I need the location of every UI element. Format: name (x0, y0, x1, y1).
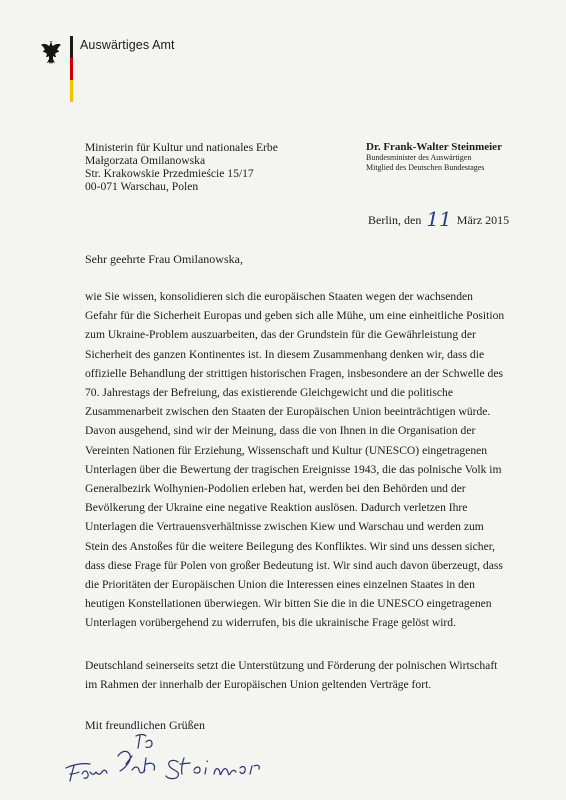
body-line: offizielle Behandlung der strittigen historischen Fragen, insbesondere an der Schwelle des (85, 366, 504, 380)
flag-stripe-gold (70, 80, 73, 102)
sender-name: Dr. Frank-Walter Steinmeier (366, 141, 502, 153)
flag-stripe-black (70, 36, 73, 58)
body-line: Bevölkerung der Ukraine eine negative Reaktion auslösen. Dadurch verletzen Ihre (85, 501, 468, 515)
body-line: Deutschland seinerseits setzt die Unterstützung und Förderung der polnischen Wirtschaft (85, 659, 498, 672)
body-line: zum Ukraine-Problem auszuarbeiten, das der Grundstein für die Gewährleistung der (85, 328, 476, 342)
handwritten-signature (60, 728, 330, 788)
body-line: Vereinten Nationen für Erziehung, Wissenschaft und Kultur (UNESCO) eingetragenen (85, 443, 488, 457)
date-day-handwritten: 11 (426, 207, 452, 231)
body-paragraph-2 (85, 656, 497, 694)
body-line: Zusammenarbeit zwischen den Staaten der Europäischen Union beeinträchtigen würde. (85, 405, 491, 419)
salutation: Sehr geehrte Frau Omilanowska, (85, 252, 243, 266)
body-line: dass diese Frage für Polen von großer Bedeutung ist. Wir sind auch davon überzeugt, dass (85, 558, 503, 572)
body-line: Unterlagen die Vertrauensverhältnisse zwischen Kiew und Warschau und werden zum (85, 520, 484, 534)
body-line: Davon ausgehend, sind wir der Meinung, dass die von Ihnen in die Organisation der (85, 424, 476, 438)
federal-eagle-icon (40, 38, 66, 68)
body-line: Unterlagen über die Bewertung der tragischen Ereignisse 1943, die das polnische Volk im (85, 462, 502, 476)
body-line: Unterlagen vorübergehend zu widerrufen, bis die ukrainische Frage gelöst wird. (85, 616, 456, 630)
recipient-address (85, 141, 278, 193)
recipient-line: Str. Krakowskie Przedmieście 15/17 (85, 167, 254, 180)
organization-name: Auswärtiges Amt (80, 38, 175, 52)
sender-title-line: Bundesminister des Auswärtigen (366, 153, 472, 162)
closing-phrase: Mit freundlichen Grüßen (85, 718, 205, 732)
body-line: Gefahr für die Sicherheit Europas und geben sich alle Mühe, um eine einheitliche Position (85, 309, 505, 323)
recipient-line: Małgorzata Omilanowska (85, 154, 206, 167)
flag-bar (70, 36, 73, 102)
body-line: heutigen Konstellationen überwiegen. Wir bitten Sie die in die UNESCO eingetragenen (85, 597, 492, 611)
date-suffix: März 2015 (456, 213, 510, 227)
sender-block (366, 141, 502, 173)
recipient-line: 00-071 Warschau, Polen (85, 180, 199, 193)
body-line: wie Sie wissen, konsolidieren sich die europäischen Staaten wegen der wachsenden (85, 290, 473, 303)
letter-date (368, 205, 509, 229)
flag-stripe-red (70, 58, 73, 80)
body-line: Sicherheit des ganzen Kontinentes ist. In diesem Zusammenhang denken wir, dass die (85, 347, 485, 361)
body-line: die Prioritäten der Europäischen Union die Interessen eines einzelnen Staates in den (85, 578, 475, 592)
sender-title-line: Mitglied des Deutschen Bundestages (366, 163, 485, 172)
body-line: im Rahmen der innerhalb der Europäischen Union geltenden Verträge fort. (85, 678, 432, 692)
body-line: 70. Jahrestags der Befreiung, das existierende Gleichgewicht und die politische (85, 386, 453, 400)
date-prefix: Berlin, den (368, 213, 422, 227)
body-line: Generalbezirk Wolhynien-Podolien erleben hat, werden bei den Behörden und der (85, 482, 466, 496)
body-line: Stein des Anstoßes für die weitere Beilegung des Konfliktes. Wir sind uns dessen sicher, (85, 539, 496, 553)
body-paragraph-1 (85, 287, 504, 633)
recipient-line: Ministerin für Kultur und nationales Erbe (85, 141, 278, 154)
